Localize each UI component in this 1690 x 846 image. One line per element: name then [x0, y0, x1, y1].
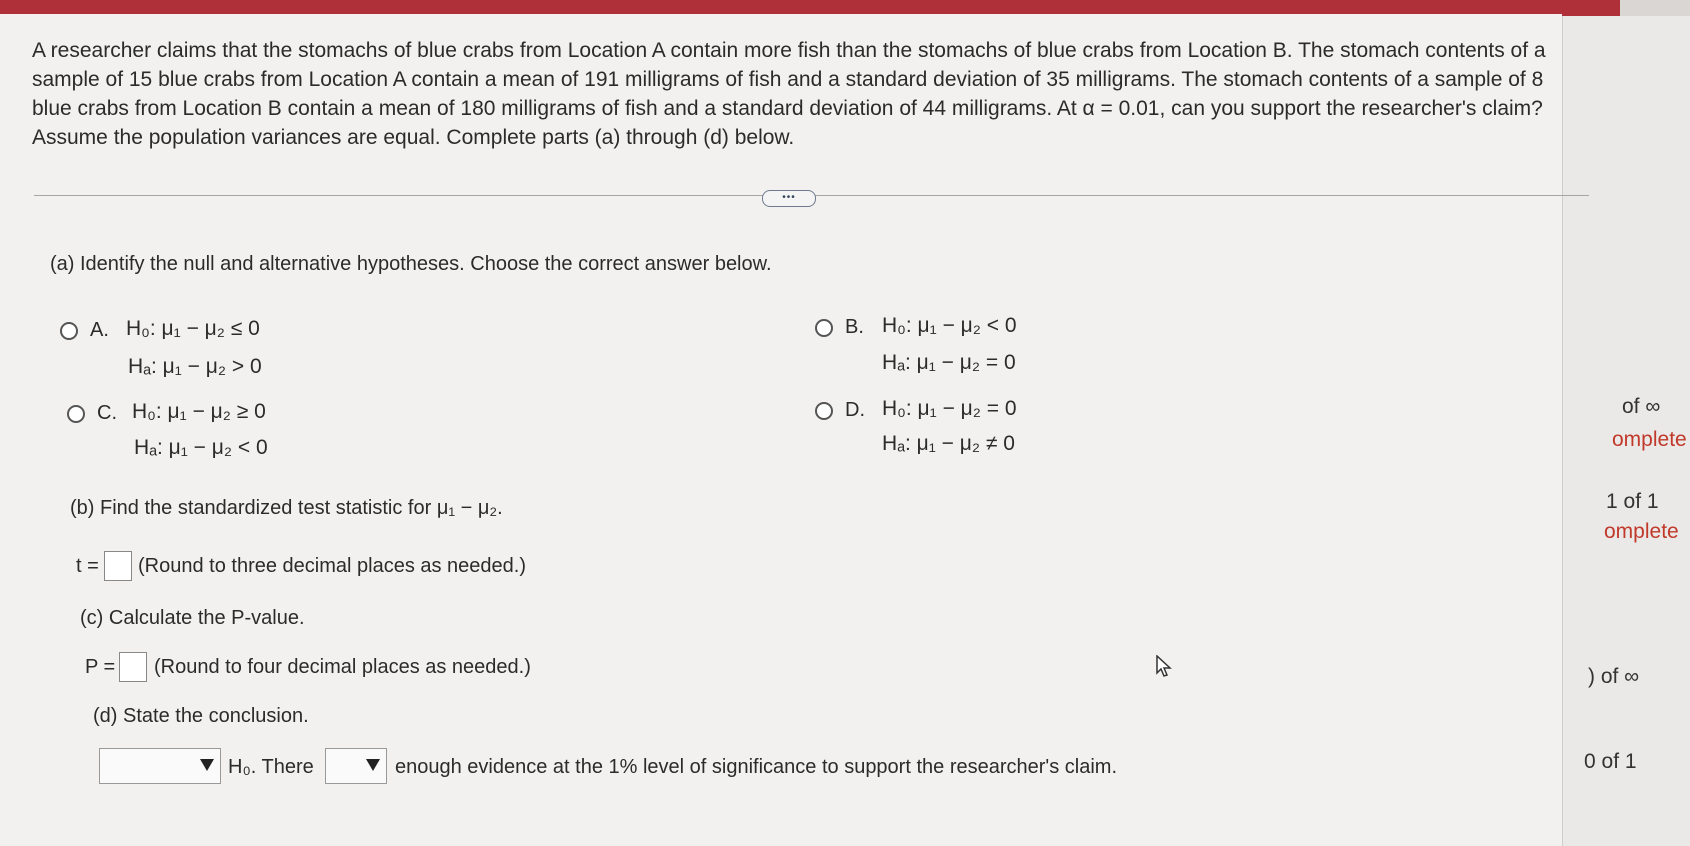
mouse-cursor-icon: [1155, 655, 1173, 677]
reject-decision-dropdown[interactable]: [99, 748, 221, 784]
part-d-prompt: (d) State the conclusion.: [93, 705, 309, 727]
option-d-alternative: Hₐ: μ₁ − μ₂ ≠ 0: [882, 432, 1015, 455]
option-a-alternative: Hₐ: μ₁ − μ₂ > 0: [128, 355, 262, 378]
sidebar-item-1-status: omplete: [1612, 428, 1687, 451]
p-round-hint: (Round to four decimal places as needed.): [154, 656, 531, 678]
p-label: P =: [85, 656, 116, 678]
expand-more-button[interactable]: •••: [762, 190, 816, 207]
conclusion-text: enough evidence at the 1% level of significance to support the researcher's claim.: [395, 756, 1118, 778]
t-statistic-input[interactable]: [104, 551, 132, 581]
option-b-letter[interactable]: B.: [845, 316, 864, 338]
option-b-alternative: Hₐ: μ₁ − μ₂ = 0: [882, 351, 1016, 374]
p-value-input[interactable]: [119, 652, 147, 682]
option-c-null: H₀: μ₁ − μ₂ ≥ 0: [132, 400, 266, 423]
option-c-alternative: Hₐ: μ₁ − μ₂ < 0: [134, 436, 268, 459]
problem-line-1: A researcher claims that the stomachs of blue crabs from Location A contain more fish than the stomachs of blue crabs from Location B. The stomach contents of a: [32, 39, 1546, 62]
part-c-prompt: (c) Calculate the P-value.: [80, 607, 305, 629]
problem-line-3: blue crabs from Location B contain a mean of 180 milligrams of fish and a standard deviation of 44 milligrams. At α = 0.01, can you support the researcher's claim?: [32, 97, 1543, 120]
option-c-letter[interactable]: C.: [97, 402, 117, 424]
chevron-down-icon: [366, 759, 380, 771]
sidebar-item-4-count[interactable]: 0 of 1: [1584, 750, 1637, 773]
option-a-radio[interactable]: [60, 322, 78, 340]
problem-line-2: sample of 15 blue crabs from Location A contain a mean of 191 milligrams of fish and a standard deviation of 35 milligrams. The stomach contents of a sample of 8: [32, 68, 1544, 91]
sidebar-item-2-status: omplete: [1604, 520, 1679, 543]
option-b-radio[interactable]: [815, 319, 833, 337]
option-b-null: H₀: μ₁ − μ₂ < 0: [882, 314, 1017, 337]
option-d-letter[interactable]: D.: [845, 399, 865, 421]
problem-statement: [32, 36, 1572, 152]
part-a-prompt: (a) Identify the null and alternative hypotheses. Choose the correct answer below.: [50, 253, 772, 275]
evidence-dropdown[interactable]: [325, 748, 387, 784]
sidebar-item-2-count[interactable]: 1 of 1: [1606, 490, 1659, 513]
sidebar-item-3-count[interactable]: ) of ∞: [1588, 665, 1640, 688]
option-a-null: H₀: μ₁ − μ₂ ≤ 0: [126, 317, 260, 340]
part-b-prompt: (b) Find the standardized test statistic for μ₁ − μ₂.: [70, 497, 503, 519]
chevron-down-icon: [200, 759, 214, 771]
option-d-null: H₀: μ₁ − μ₂ = 0: [882, 397, 1017, 420]
option-a-letter[interactable]: A.: [90, 319, 109, 341]
t-round-hint: (Round to three decimal places as needed.): [138, 555, 527, 577]
h0-there-label: H₀. There: [228, 756, 314, 778]
option-c-radio[interactable]: [67, 405, 85, 423]
option-d-radio[interactable]: [815, 402, 833, 420]
sidebar-item-1-count[interactable]: of ∞: [1622, 395, 1661, 418]
problem-line-4: Assume the population variances are equal. Complete parts (a) through (d) below.: [32, 126, 795, 149]
t-label: t =: [76, 555, 99, 577]
